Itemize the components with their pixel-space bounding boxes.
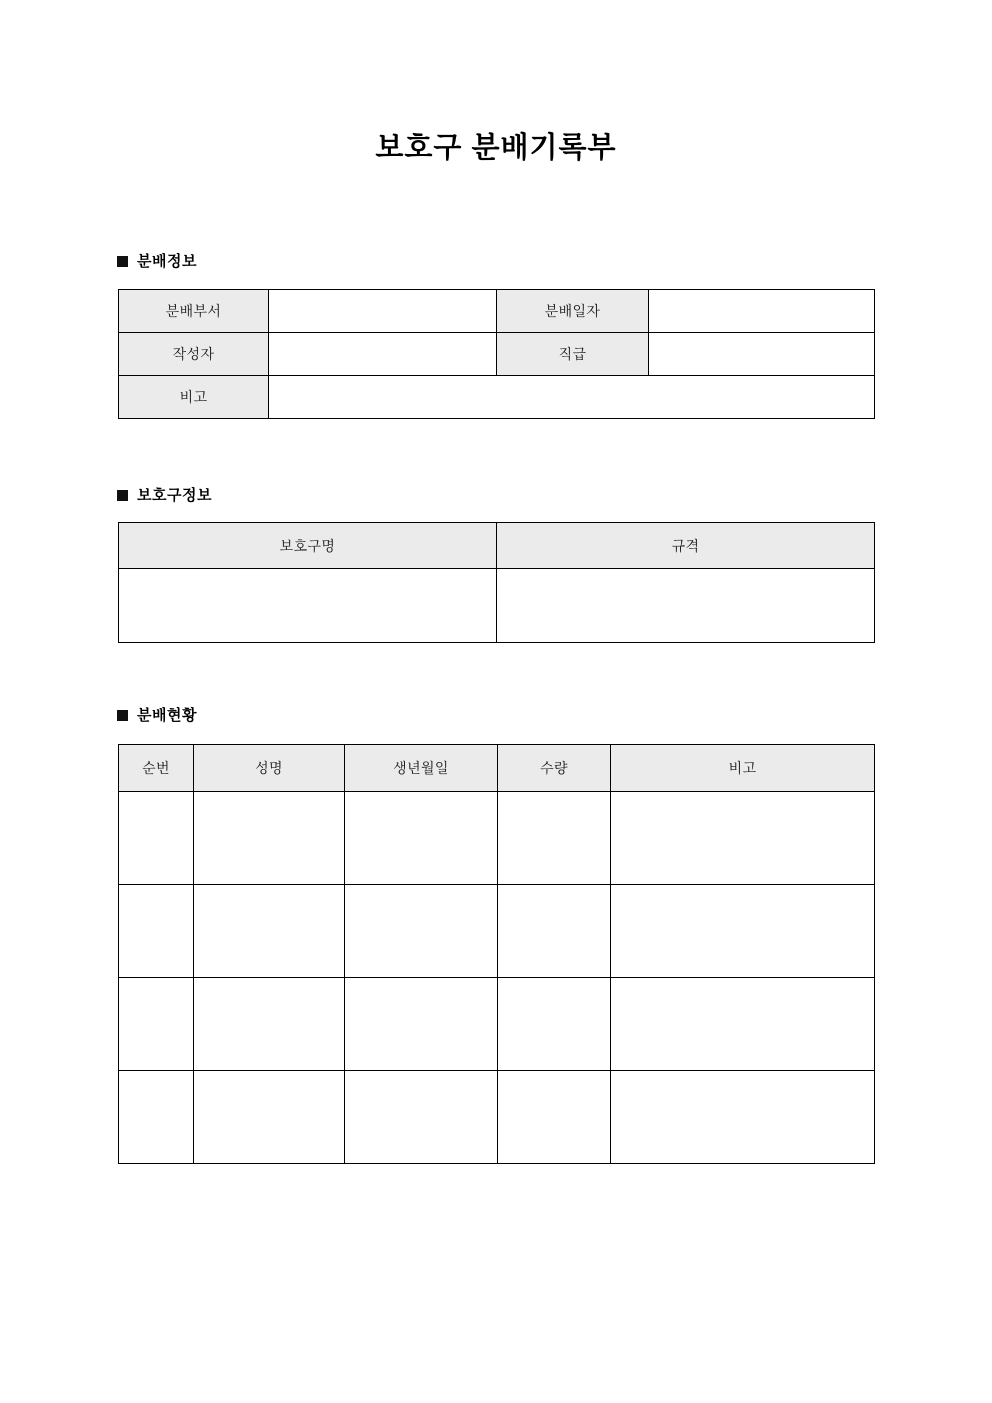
- section-heading-label: 보호구정보: [137, 487, 212, 504]
- cell-birthdate[interactable]: [345, 792, 498, 885]
- distribution-status-table: [118, 744, 875, 1164]
- column-header-no: 순번: [119, 745, 194, 792]
- cell-quantity[interactable]: [498, 978, 611, 1071]
- page-title: 보호구 분배기록부: [375, 132, 617, 164]
- field-position[interactable]: [649, 333, 875, 376]
- table-row: [119, 333, 875, 376]
- equipment-info-table: [118, 522, 875, 643]
- cell-remarks[interactable]: [611, 792, 875, 885]
- column-header-equipment-spec: 규격: [497, 523, 875, 569]
- column-header-equipment-name: 보호구명: [119, 523, 497, 569]
- cell-birthdate[interactable]: [345, 1071, 498, 1164]
- field-distribution-date[interactable]: [649, 290, 875, 333]
- cell-no[interactable]: [119, 978, 194, 1071]
- column-header-quantity: 수량: [498, 745, 611, 792]
- section-heading-label: 분배현황: [137, 707, 197, 724]
- section-heading-equipment-info: [117, 488, 212, 503]
- cell-remarks[interactable]: [611, 978, 875, 1071]
- distribution-info-table: [118, 289, 875, 419]
- label-distribution-department: 분배부서: [119, 290, 269, 333]
- table-row: [119, 1071, 875, 1164]
- cell-equipment-spec[interactable]: [497, 569, 875, 643]
- table-row: [119, 290, 875, 333]
- square-bullet-icon: [117, 490, 128, 501]
- table-row: [119, 978, 875, 1071]
- label-position: 직급: [497, 333, 649, 376]
- label-author: 작성자: [119, 333, 269, 376]
- section-heading-label: 분배정보: [137, 253, 197, 270]
- cell-quantity[interactable]: [498, 885, 611, 978]
- cell-remarks[interactable]: [611, 1071, 875, 1164]
- cell-name[interactable]: [194, 792, 345, 885]
- label-distribution-date: 분배일자: [497, 290, 649, 333]
- column-header-remarks: 비고: [611, 745, 875, 792]
- section-heading-distribution-info: [117, 254, 197, 269]
- table-row: [119, 885, 875, 978]
- section-heading-distribution-status: [117, 708, 197, 723]
- cell-quantity[interactable]: [498, 792, 611, 885]
- field-author[interactable]: [269, 333, 497, 376]
- square-bullet-icon: [117, 256, 128, 267]
- cell-birthdate[interactable]: [345, 978, 498, 1071]
- column-header-name: 성명: [194, 745, 345, 792]
- cell-remarks[interactable]: [611, 885, 875, 978]
- cell-birthdate[interactable]: [345, 885, 498, 978]
- field-distribution-department[interactable]: [269, 290, 497, 333]
- cell-no[interactable]: [119, 1071, 194, 1164]
- table-header-row: [119, 523, 875, 569]
- column-header-birthdate: 생년월일: [345, 745, 498, 792]
- cell-equipment-name[interactable]: [119, 569, 497, 643]
- cell-name[interactable]: [194, 885, 345, 978]
- table-row: [119, 569, 875, 643]
- cell-quantity[interactable]: [498, 1071, 611, 1164]
- cell-name[interactable]: [194, 978, 345, 1071]
- square-bullet-icon: [117, 710, 128, 721]
- label-remarks: 비고: [119, 376, 269, 419]
- table-row: [119, 792, 875, 885]
- table-header-row: [119, 745, 875, 792]
- field-remarks[interactable]: [269, 376, 875, 419]
- cell-no[interactable]: [119, 792, 194, 885]
- cell-no[interactable]: [119, 885, 194, 978]
- cell-name[interactable]: [194, 1071, 345, 1164]
- table-row: [119, 376, 875, 419]
